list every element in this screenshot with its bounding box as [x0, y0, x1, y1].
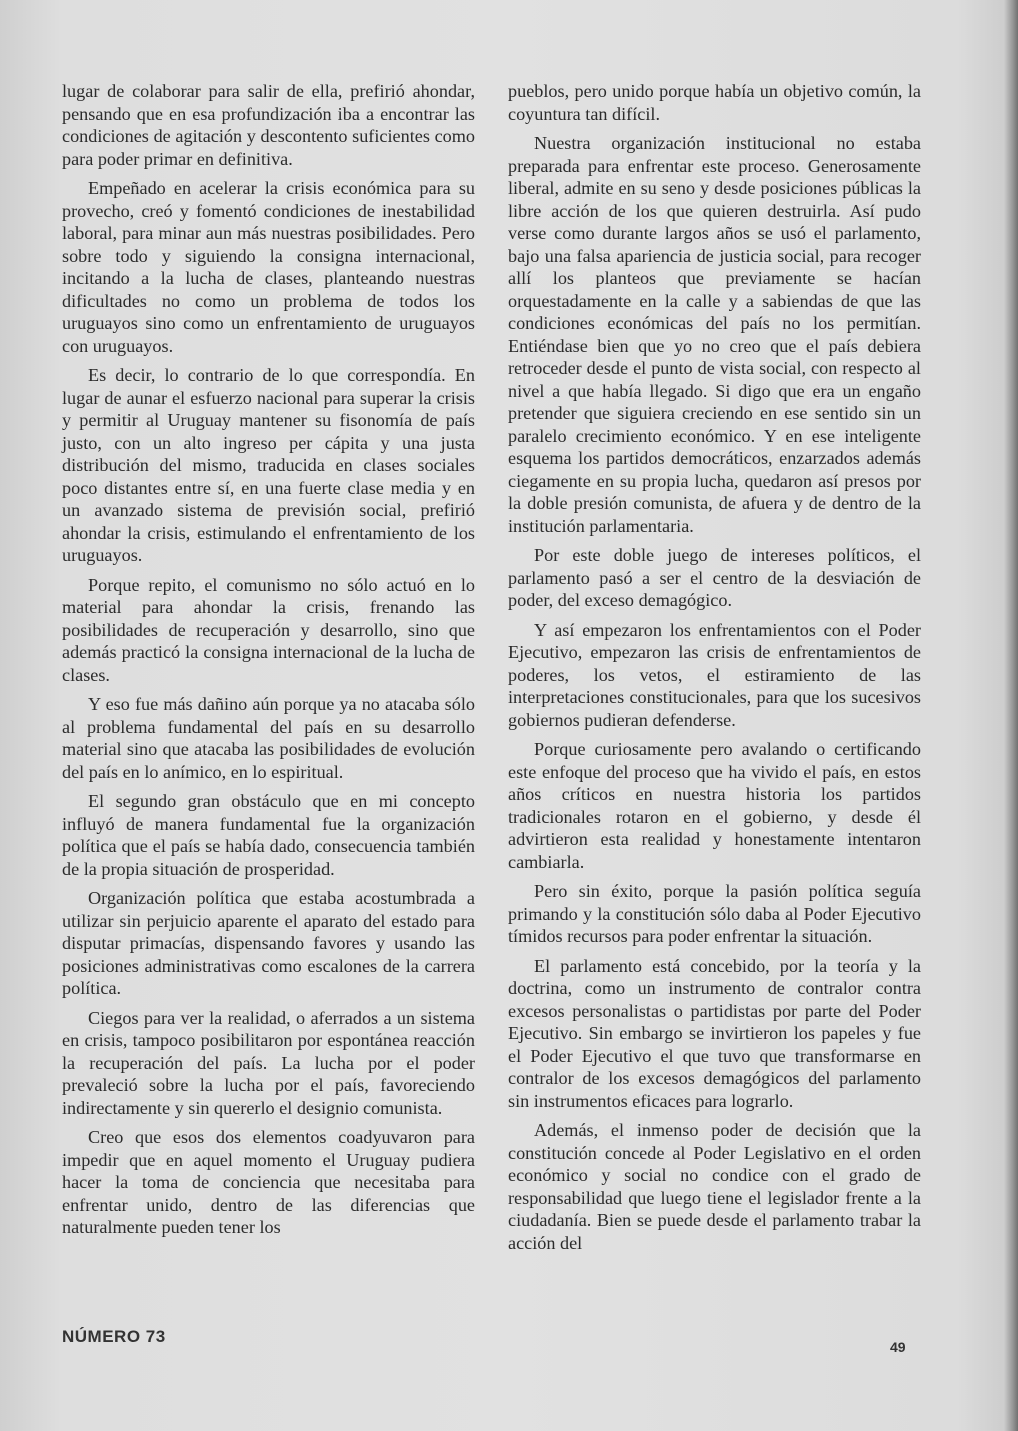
page-edge-shadow — [1004, 0, 1018, 1431]
paragraph: pueblos, pero unido porque había un objetivo común, la coyuntura tan difícil. — [508, 81, 921, 124]
paragraph: Además, el inmenso poder de decisión que la constitución concede al Poder Legislativo en el orden económico y social no condice con el grado de responsabilidad que luego tiene el legislador frente a la ciudadanía. Bien se puede desde el parlamento trabar la acción del — [508, 1120, 921, 1253]
paragraph: Es decir, lo contrario de lo que correspondía. En lugar de aunar el esfuerzo nacional para superar la crisis y permitir al Uruguay mantener su fisonomía de país justo, con un alto ingreso per cápita y una justa distribución del mismo, traducida en clases sociales poco distantes entre sí, en una fuerte clase media y en un avanzado sistema de previsión social, prefirió ahondar la crisis, estimulando el enfrentamiento de los uruguayos. — [62, 365, 475, 565]
right-column — [508, 80, 921, 1261]
left-column — [62, 80, 475, 1246]
paragraph: Nuestra organización institucional no estaba preparada para enfrentar este proceso. Generosamente liberal, admite en su seno y desde posiciones públicas la libre acción de los que quieren destruirla. Así pudo verse como durante largos años se usó el parlamento, bajo una falsa apariencia de justicia social, para recoger allí los planteos que previamente se hacían orquestadamente en la calle y a sabiendas de que las condiciones económicas del país no los permitían. Entiéndase bien que yo no creo que el país debiera retroceder desde el punto de vista social, con respecto al nivel a que había llegado. Si digo que era un engaño pretender que siguiera creciendo en ese sentido sin un paralelo crecimiento económico. Y en ese inteligente esquema los partidos democráticos, enzarzados además ciegamente en su propia lucha, quedaron así presos por la doble presión comunista, de afuera y de dentro de la institución parlamentaria. — [508, 133, 921, 536]
paragraph: Empeñado en acelerar la crisis económica para su provecho, creó y fomentó condiciones de inestabilidad laboral, para minar aun más nuestras posibilidades. Pero sobre todo y siguiendo la consigna internacional, incitando a la lucha de clases, planteando nuestras dificultades no como un problema de todos los uruguayos sino como un enfrentamiento de uruguayos con uruguayos. — [62, 178, 475, 356]
paragraph: Y eso fue más dañino aún porque ya no atacaba sólo al problema fundamental del país en su desarrollo material sino que atacaba las posibilidades de evolución del país en lo anímico, en lo espiritual. — [62, 694, 475, 782]
paragraph: Y así empezaron los enfrentamientos con el Poder Ejecutivo, empezaron las crisis de enfrentamientos de poderes, los vetos, el estiramiento de las interpretaciones constitucionales, para que los sucesivos gobiernos pudieran defenderse. — [508, 619, 921, 730]
paragraph: El segundo gran obstáculo que en mi concepto influyó de manera fundamental fue la organización política que el país se había dado, consecuencia también de la propia situación de prosperidad. — [62, 791, 475, 879]
issue-number: NÚMERO 73 — [62, 1327, 166, 1346]
paragraph: Organización política que estaba acostumbrada a utilizar sin perjuicio aparente el aparato del estado para disputar primacías, dispensando favores y usando las posiciones administrativas como escalones de la carrera política. — [62, 888, 475, 998]
paragraph: lugar de colaborar para salir de ella, prefirió ahondar, pensando que en esa profundización iba a encontrar las condiciones de agitación y descontento suficientes como para poder primar en definitiva. — [62, 81, 475, 169]
paragraph: El parlamento está concebido, por la teoría y la doctrina, como un instrumento de contralor contra excesos personalistas o partidistas por parte del Poder Ejecutivo. Sin embargo se invirtieron los papeles y fue el Poder Ejecutivo el que tuvo que transformarse en contralor de los excesos demagógicos del parlamento sin instrumentos eficaces para lograrlo. — [508, 955, 921, 1111]
paragraph: Porque curiosamente pero avalando o certificando este enfoque del proceso que ha vivido el país, en estos años críticos en nuestra historia los partidos tradicionales rotaron en el gobierno, y desde él advirtieron esta realidad y honestamente intentaron cambiarla. — [508, 739, 921, 872]
paragraph: Ciegos para ver la realidad, o aferrados a un sistema en crisis, tampoco posibilitaron por espontánea reacción la recuperación del país. La lucha por el poder prevaleció sobre la lucha por el país, favoreciendo indirectamente y sin quererlo el designio comunista. — [62, 1007, 475, 1118]
paragraph: Pero sin éxito, porque la pasión política seguía primando y la constitución sólo daba al Poder Ejecutivo tímidos recursos para poder enfrentar la situación. — [508, 881, 921, 946]
page-number: 49 — [890, 1339, 906, 1355]
paragraph: Porque repito, el comunismo no sólo actuó en lo material para ahondar la crisis, frenando las posibilidades de recuperación y desarrollo, sino que además practicó la consigna internacional de la lucha de clases. — [62, 574, 475, 685]
paragraph: Creo que esos dos elementos coadyuvaron para impedir que en aquel momento el Uruguay pudiera hacer la toma de conciencia que necesitaba para enfrentar unido, dentro de las diferencias que naturalmente pueden tener los — [62, 1127, 475, 1237]
paragraph: Por este doble juego de intereses políticos, el parlamento pasó a ser el centro de la desviación de poder, del exceso demagógico. — [508, 545, 921, 610]
